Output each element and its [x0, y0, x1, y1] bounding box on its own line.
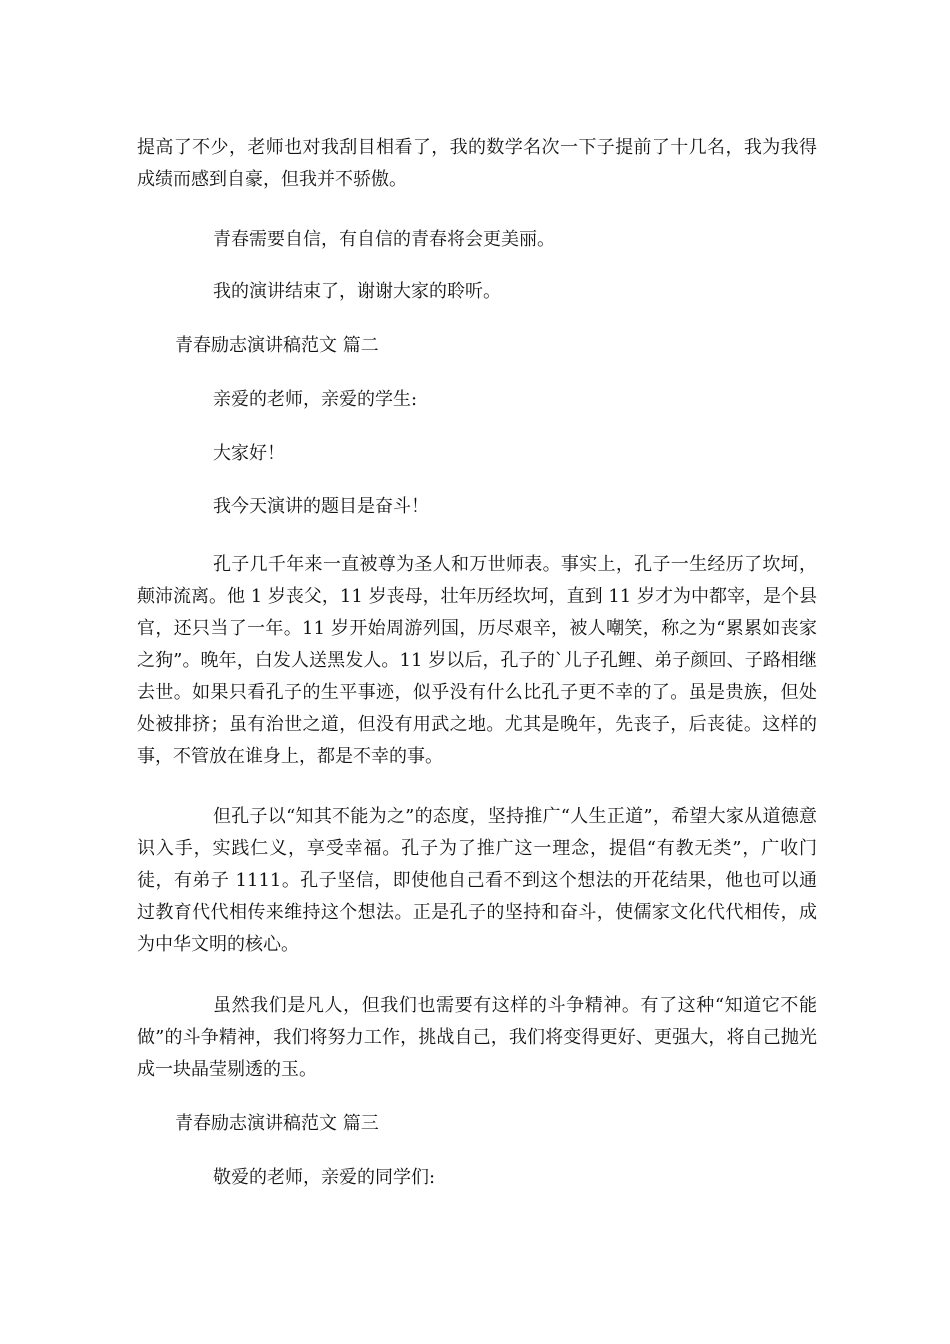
paragraph-continued: 提高了不少，老师也对我刮目相看了，我的数学名次一下子提前了十几名，我为我得成绩而感到自豪，但我并不骄傲。 — [137, 137, 817, 190]
paragraph-closing: 我的演讲结束了，谢谢大家的聆听。 — [213, 281, 501, 302]
greeting: 大家好！ — [213, 443, 285, 464]
section-heading-part-three: 青春励志演讲稿范文 篇三 — [175, 1113, 379, 1134]
paragraph-confidence: 青春需要自信，有自信的青春将会更美丽。 — [213, 229, 555, 250]
salutation-part-two: 亲爱的老师，亲爱的学生: — [213, 389, 418, 410]
section-heading-part-two: 青春励志演讲稿范文 篇二 — [175, 335, 379, 356]
paragraph-struggle-spirit: 虽然我们是凡人，但我们也需要有这样的斗争精神。有了这种“知道它不能做”的斗争精神，我们将努力工作，挑战自己，我们将变得更好、更强大，将自己抛光成一块晶莹剔透的玉。 — [137, 995, 817, 1080]
paragraph-confucius-life: 孔子几千年来一直被尊为圣人和万世师表。事实上，孔子一生经历了坎坷，颠沛流离。他 1 岁丧父，11 岁丧母，壮年历经坎坷，直到 11 岁才为中都宰，是个县官，还只当了一年。11 岁开始周游列国，历尽艰辛，被人嘲笑，称之为“累累如丧家之狗”。晚年，白发人送黑发人。11 岁以后，孔子的`儿子孔鲤、弟子颜回、子路相继去世。如果只看孔子的生平事迹，似乎没有什么比孔子更不幸的了。虽是贵族，但处处被排挤；虽有治世之道，但没有用武之地。尤其是晚年，先丧子，后丧徒。这样的事，不管放在谁身上，都是不幸的事。 — [137, 554, 817, 767]
salutation-part-three: 敬爱的老师，亲爱的同学们: — [213, 1167, 436, 1188]
speech-topic: 我今天演讲的题目是奋斗！ — [213, 496, 429, 517]
paragraph-confucius-persistence: 但孔子以“知其不能为之”的态度，坚持推广“人生正道”，希望大家从道德意识入手，实践仁义，享受幸福。孔子为了推广这一理念，提倡“有教无类”，广收门徒，有弟子 1111。孔子坚信，即使他自己看不到这个想法的开花结果，他也可以通过教育代代相传来维持这个想法。正是孔子的坚持和奋斗，使儒家文化代代相传，成为中华文明的核心。 — [137, 806, 817, 955]
